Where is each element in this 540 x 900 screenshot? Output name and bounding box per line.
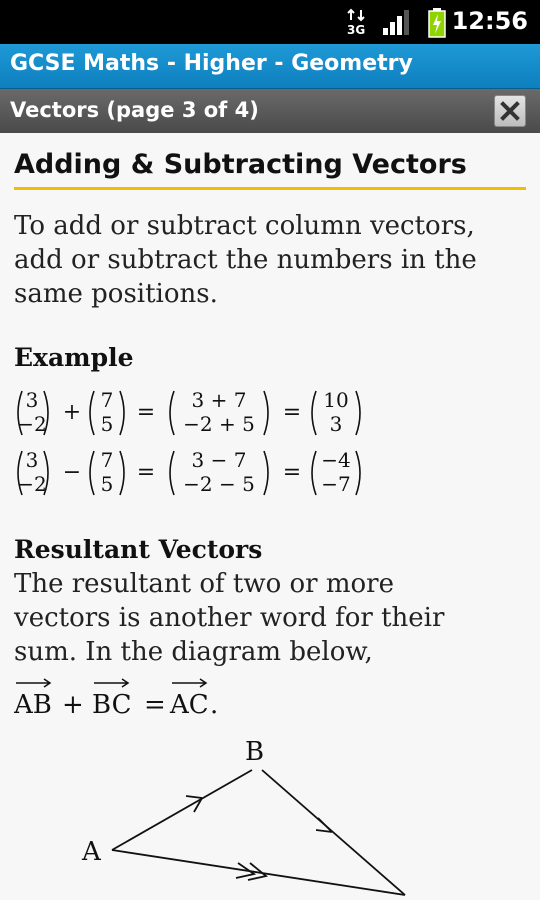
battery-charging-icon	[428, 8, 446, 38]
intro-line: add or subtract the numbers in the	[14, 245, 477, 275]
example-equation-2	[12, 443, 392, 503]
example-equation-1	[12, 383, 392, 443]
resultant-line: The resultant of two or more	[14, 569, 394, 599]
equals-sign: =	[144, 690, 166, 720]
intro-line: To add or subtract column vectors,	[14, 211, 475, 241]
status-bar	[0, 0, 540, 44]
vec-b-top: 7	[100, 388, 114, 412]
clock: 12:56	[451, 7, 528, 35]
resultant-heading: Resultant Vectors	[14, 535, 263, 564]
app-title: GCSE Maths - Higher - Geometry	[10, 51, 413, 76]
work-bottom: −2 − 5	[183, 472, 255, 496]
vector-bc: BC	[92, 690, 132, 720]
vec-a-bottom: −2	[17, 472, 47, 496]
vector-ac: AC	[170, 690, 209, 720]
work-top: 3 − 7	[191, 448, 247, 472]
close-button[interactable]	[494, 95, 526, 127]
label-a: A	[82, 837, 101, 867]
result-top: −4	[321, 448, 351, 472]
intro-text	[14, 209, 526, 311]
vec-a-top: 3	[25, 388, 39, 412]
app-title-bar	[0, 44, 540, 89]
vector-ab-line	[112, 770, 252, 850]
full-stop: .	[210, 690, 219, 720]
vec-a-top: 3	[25, 448, 39, 472]
vec-b-top: 7	[100, 448, 114, 472]
result-bottom: 3	[329, 412, 343, 436]
svg-text:=: =	[282, 400, 302, 425]
network-label: 3G	[347, 23, 366, 36]
resultant-line: vectors is another word for their	[14, 603, 445, 633]
label-b: B	[245, 737, 265, 767]
double-arrowhead-ac	[236, 863, 266, 880]
vector-equation	[14, 673, 254, 723]
vec-b-bottom: 5	[100, 412, 114, 436]
operator: +	[62, 400, 82, 425]
heading-divider	[14, 187, 526, 190]
vec-a-bottom: −2	[17, 412, 47, 436]
vector-ab: AB	[14, 690, 52, 720]
resultant-text	[14, 567, 526, 669]
intro-line: same positions.	[14, 279, 218, 309]
vec-b-bottom: 5	[100, 472, 114, 496]
result-top: 10	[323, 388, 349, 412]
svg-text:=: =	[136, 460, 156, 485]
result-bottom: −7	[321, 472, 351, 496]
plus-sign: +	[62, 690, 84, 720]
close-icon	[500, 101, 520, 121]
svg-text:=: =	[282, 460, 302, 485]
page-heading: Adding & Subtracting Vectors	[14, 149, 467, 180]
example-heading: Example	[14, 343, 134, 372]
svg-text:=: =	[136, 400, 156, 425]
content-area	[0, 133, 540, 900]
section-header	[0, 89, 540, 133]
work-bottom: −2 + 5	[183, 412, 255, 436]
signal-bars-icon	[382, 8, 410, 36]
resultant-line: sum. In the diagram below,	[14, 637, 373, 667]
operator: −	[62, 460, 82, 485]
signal-3g-icon	[346, 8, 368, 36]
vector-triangle-diagram	[0, 730, 540, 900]
work-top: 3 + 7	[191, 388, 247, 412]
section-title: Vectors (page 3 of 4)	[10, 98, 259, 122]
